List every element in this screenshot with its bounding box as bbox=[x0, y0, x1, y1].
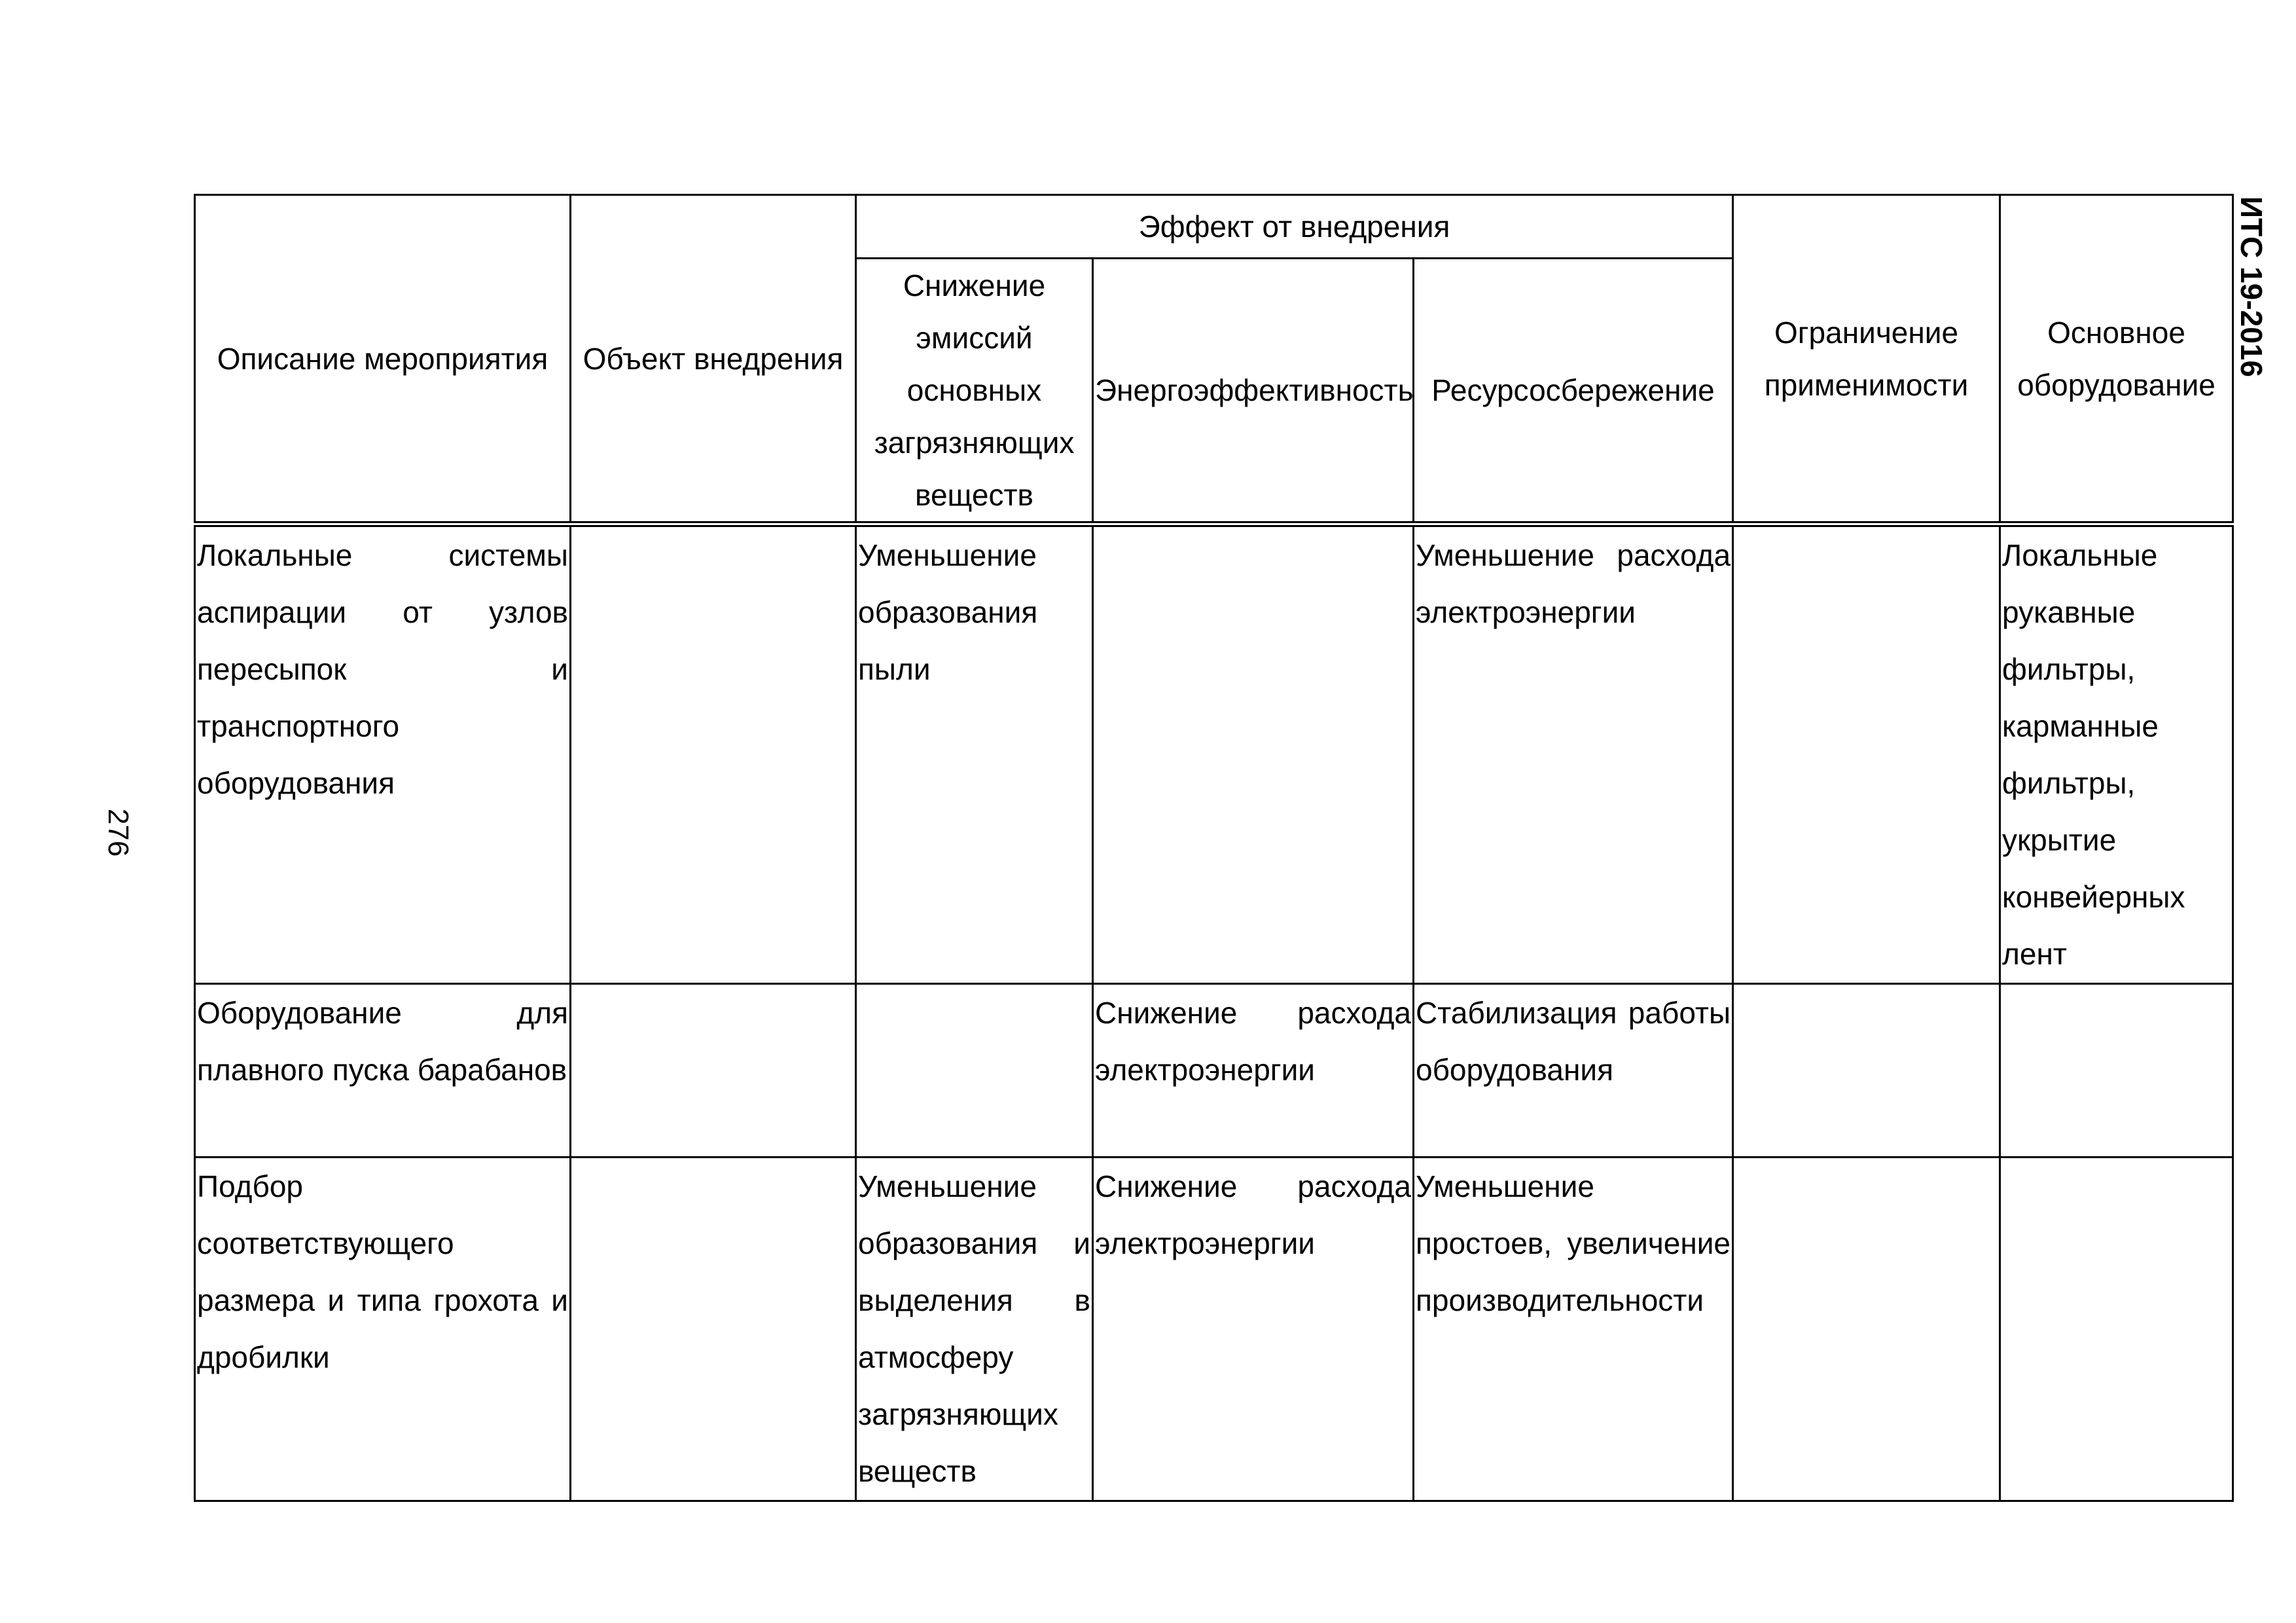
cell-equipment: Локальные рукавные фильтры, карманные фильтры, укрытие конвейерных лент bbox=[2000, 524, 2233, 984]
header-effect-group: Эффект от внедрения bbox=[856, 195, 1733, 259]
header-object: Объект внедрения bbox=[571, 195, 856, 524]
table-row bbox=[195, 1158, 2233, 1501]
cell-emissions bbox=[856, 984, 1093, 1158]
table-row bbox=[195, 984, 2233, 1158]
cell-description: Подбор соответствующего размера и типа грохота и дробилки bbox=[195, 1158, 571, 1501]
header-equipment: Основное оборудование bbox=[2000, 195, 2233, 524]
table-row bbox=[195, 524, 2233, 984]
cell-description: Локальные системы аспирации от узлов пересыпок и транспортного оборудования bbox=[195, 524, 571, 984]
cell-object bbox=[571, 984, 856, 1158]
cell-energy: Снижение расхода электроэнергии bbox=[1093, 984, 1414, 1158]
cell-energy: Снижение расхода электроэнергии bbox=[1093, 1158, 1414, 1501]
header-resources: Ресурсосбережение bbox=[1414, 259, 1733, 524]
cell-emissions: Уменьшение образования пыли bbox=[856, 524, 1093, 984]
document-header: ИТС 19-2016 bbox=[2234, 196, 2269, 377]
header-energy: Энергоэффективность bbox=[1093, 259, 1414, 524]
header-emissions: Снижение эмиссий основных загрязняющих веществ bbox=[856, 259, 1093, 524]
cell-object bbox=[571, 1158, 856, 1501]
cell-limitations bbox=[1733, 524, 2000, 984]
cell-equipment bbox=[2000, 1158, 2233, 1501]
cell-equipment bbox=[2000, 984, 2233, 1158]
header-description: Описание мероприятия bbox=[195, 195, 571, 524]
header-limitations: Ограничение применимости bbox=[1733, 195, 2000, 524]
page-number: 276 bbox=[102, 809, 134, 857]
cell-energy bbox=[1093, 524, 1414, 984]
cell-resources: Уменьшение расхода электроэнергии bbox=[1414, 524, 1733, 984]
cell-limitations bbox=[1733, 1158, 2000, 1501]
cell-object bbox=[571, 524, 856, 984]
cell-resources: Стабилизация работы оборудования bbox=[1414, 984, 1733, 1158]
cell-emissions: Уменьшение образования и выделения в атмосферу загрязняющих веществ bbox=[856, 1158, 1093, 1501]
measures-table bbox=[194, 194, 2234, 1502]
cell-resources: Уменьшение простоев, увеличение производительности bbox=[1414, 1158, 1733, 1501]
cell-limitations bbox=[1733, 984, 2000, 1158]
cell-description: Оборудование для плавного пуска барабанов bbox=[195, 984, 571, 1158]
